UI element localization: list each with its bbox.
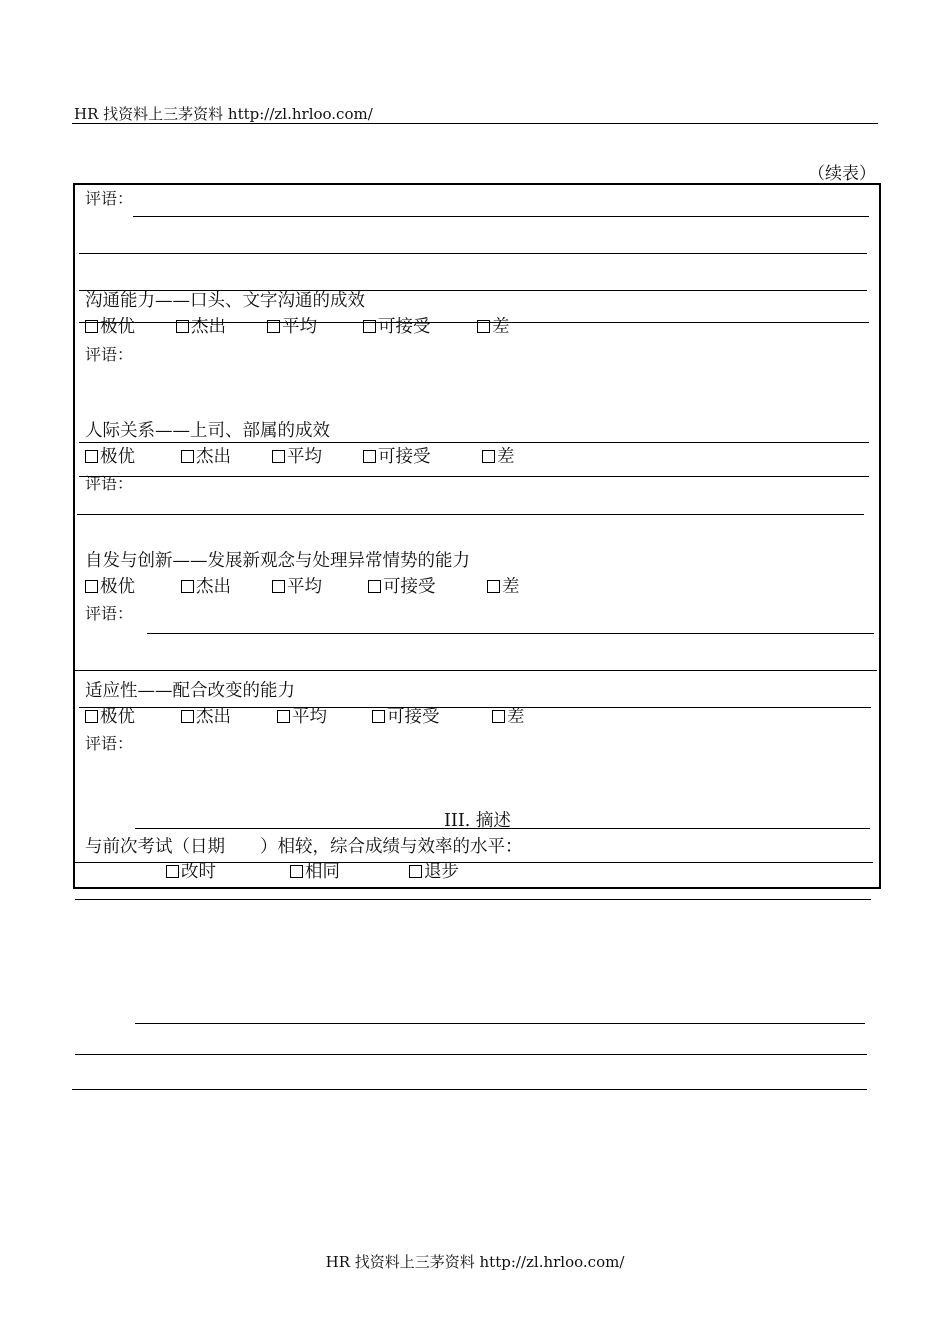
checkbox-icon[interactable] [272, 580, 285, 593]
rating-option[interactable]: 极优 [85, 577, 135, 597]
summary-heading: III. 摘述 [444, 811, 511, 831]
section-title-initiative: 自发与创新——发展新观念与处理异常情势的能力 [85, 551, 470, 571]
checkbox-icon[interactable] [487, 580, 500, 593]
checkbox-icon[interactable] [409, 865, 422, 878]
checkbox-icon[interactable] [363, 450, 376, 463]
comparison-option[interactable]: 退步 [409, 862, 459, 882]
comment-line[interactable] [133, 216, 869, 217]
header-rule [72, 123, 878, 124]
section-title-interpersonal: 人际关系——上司、部属的成效 [85, 421, 330, 441]
checkbox-icon[interactable] [482, 450, 495, 463]
checkbox-icon[interactable] [372, 710, 385, 723]
checkbox-icon[interactable] [85, 320, 98, 333]
comparison-text: 与前次考试（日期 ）相较，综合成绩与效率的水平： [85, 837, 523, 857]
comment-line[interactable] [77, 514, 864, 515]
writing-line[interactable] [75, 899, 871, 900]
rating-option[interactable]: 可接受 [372, 707, 440, 727]
evaluation-table-frame [73, 183, 881, 889]
writing-line[interactable] [72, 1089, 867, 1090]
checkbox-icon[interactable] [181, 710, 194, 723]
checkbox-icon[interactable] [272, 450, 285, 463]
checkbox-icon[interactable] [277, 710, 290, 723]
rating-option[interactable]: 可接受 [368, 577, 436, 597]
comment-label: 评语： [85, 474, 134, 493]
checkbox-icon[interactable] [85, 450, 98, 463]
checkbox-icon[interactable] [492, 710, 505, 723]
checkbox-icon[interactable] [290, 865, 303, 878]
section-rule [79, 442, 869, 443]
rating-option[interactable]: 杰出 [181, 577, 231, 597]
checkbox-icon[interactable] [363, 320, 376, 333]
rating-option[interactable]: 差 [482, 447, 515, 467]
comment-line[interactable] [147, 633, 874, 634]
checkbox-icon[interactable] [181, 450, 194, 463]
checkbox-icon[interactable] [176, 320, 189, 333]
rating-option[interactable]: 可接受 [363, 447, 431, 467]
rating-option[interactable]: 差 [487, 577, 520, 597]
comparison-option[interactable]: 相同 [290, 862, 340, 882]
rating-option[interactable]: 平均 [272, 447, 322, 467]
comment-label: 评语： [85, 604, 134, 623]
rating-option[interactable]: 平均 [272, 577, 322, 597]
checkbox-icon[interactable] [267, 320, 280, 333]
page-footer: HR 找资料上三茅资料 http://zl.hrloo.com/ [325, 1253, 625, 1271]
rating-option[interactable]: 极优 [85, 707, 135, 727]
rating-option[interactable]: 差 [477, 317, 510, 337]
rating-option[interactable]: 杰出 [181, 707, 231, 727]
rating-option[interactable]: 杰出 [176, 317, 226, 337]
continued-label: （续表） [808, 164, 876, 184]
checkbox-icon[interactable] [85, 580, 98, 593]
checkbox-icon[interactable] [166, 865, 179, 878]
rating-option[interactable]: 极优 [85, 447, 135, 467]
checkbox-icon[interactable] [181, 580, 194, 593]
rating-option[interactable]: 杰出 [181, 447, 231, 467]
page-header: HR 找资料上三茅资料 http://zl.hrloo.com/ [74, 105, 373, 123]
section-title-adaptability: 适应性——配合改变的能力 [85, 681, 295, 701]
rating-option[interactable]: 差 [492, 707, 525, 727]
comment-label: 评语： [85, 345, 134, 364]
rating-option[interactable]: 平均 [277, 707, 327, 727]
section-title-communication: 沟通能力——口头、文字沟通的成效 [85, 291, 365, 311]
writing-line[interactable] [135, 1023, 865, 1024]
comment-line[interactable] [79, 253, 867, 254]
comment-label-top: 评语： [85, 189, 134, 208]
checkbox-icon[interactable] [477, 320, 490, 333]
comment-line[interactable] [75, 670, 877, 671]
rating-option[interactable]: 平均 [267, 317, 317, 337]
comment-label: 评语： [85, 734, 134, 753]
checkbox-icon[interactable] [368, 580, 381, 593]
rating-option[interactable]: 极优 [85, 317, 135, 337]
rating-option[interactable]: 可接受 [363, 317, 431, 337]
checkbox-icon[interactable] [85, 710, 98, 723]
section-rule [79, 476, 869, 477]
comparison-option[interactable]: 改时 [166, 862, 216, 882]
writing-line[interactable] [75, 1054, 867, 1055]
